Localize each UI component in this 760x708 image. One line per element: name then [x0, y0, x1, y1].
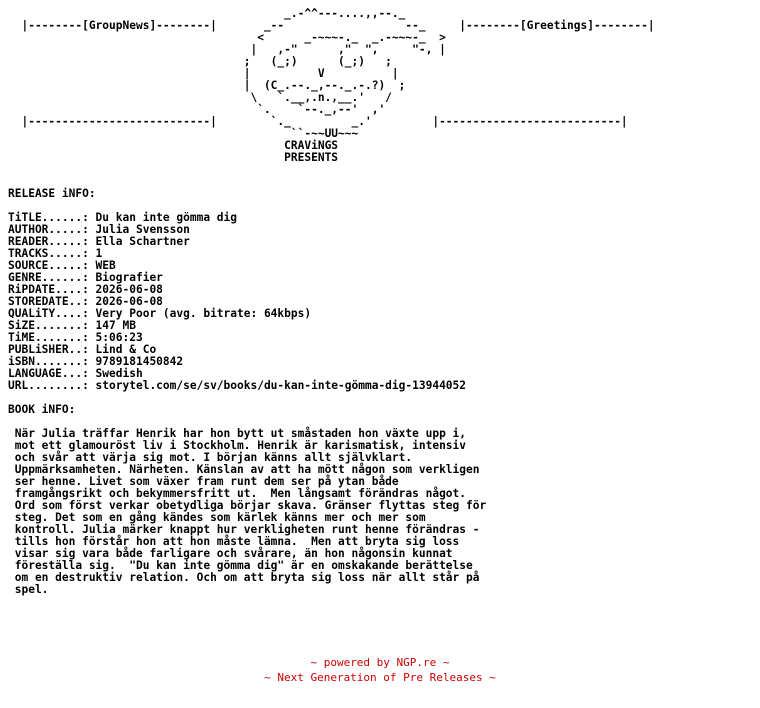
nfo-text: _.-^^---....,,--._ |--------[GroupNews]--------| _-- --_ |--------[Greetings]--------| < _-~~~-._ _.-~~~-_ > | ,-" ," ", "-, | ; (_;) (_;) ; | V | | (C_.--._,--._.-.?) ; \ `.__,.n.,__.' / `. `--._,--' ,' |---------------------------| `._ _.' |---------------------------| ``-~~UU~~~ CRAViNGS PRESENTS RELEASE iNFO: TiTLE......: Du kan inte gömma dig AUTHOR.....: Julia Svensson READER.....: Ella Schartner TRACKS.....: 1 SOURCE.....: WEB GENRE......: Biografier RiPDATE....: 2026-06-08 STOREDATE..: 2026-06-08 QUALiTY....: Very Poor (avg. bitrate: 64kbps) SiZE.......: 147 MB TiME.......: 5:06:23 PUBLiSHER..: Lind & Co iSBN.......: 9789181450842 LANGUAGE...: Swedish URL........: storytel.com/se/sv/books/du-kan-inte-gömma-dig-13944052 BOOK iNFO: När Julia träffar Henrik har hon bytt ut småstaden hon växte upp i, mot ett glamouröst liv i Stockholm. Henrik är karismatisk, intensiv och svår att värja sig mot. I början känns allt självklart. Uppmärksamheten. Närheten. Känslan av att ha mött någon som verkligen ser henne. Livet som växer fram runt dem ser på ytan både framgångsrikt och bekymmersfritt ut. Men långsamt förändras något. Ord som först verkar obetydliga börjar skava. Gränser flyttas steg för steg. Det som en gång kändes som kärlek känns mer och mer som kontroll. Julia märker knappt hur verkligheten runt henne förändras - tills hon förstår hon att hon måste lämna. Men att bryta sig loss visar sig vara både farligare och svårare, än hon någonsin kunnat föreställa sig. "Du kan inte gömma dig" är en omskakande berättelse om en destruktiv relation. Och om att bryta sig loss när allt står på spel.: [8, 7, 655, 596]
tagline-text: ~ Next Generation of Pre Releases ~: [264, 671, 496, 684]
powered-by-text: ~ powered by NGP.re ~: [310, 656, 450, 669]
